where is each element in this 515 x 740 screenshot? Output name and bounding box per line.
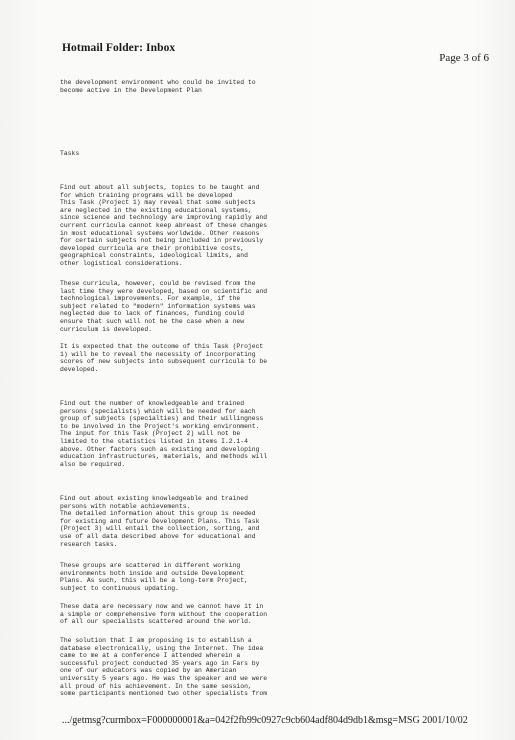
paragraph-project1: Find out about all subjects, topics to be taught and for which training programs will be developed This Task (Project 1) may reveal that some subjects are neglected in the existing educational systems, since science and technology are improving rapidly and current curricula cannot keep abreast of these changes in most educational systems worldwide. Other reasons for certain subjects not being included in previously developed curricula are their prohibitive costs, geographical constraints, ideological limits, and other logistical considerations. (60, 184, 268, 267)
paragraph-outcome: It is expected that the outcome of this Task (Project 1) will be to reveal the necessity of incorporating scores of new subjects into subsequent curricula to be developed. (60, 343, 268, 373)
paragraph-intro: the development environment who could be invited to become active in the Development Plan (60, 79, 256, 94)
paragraph-curricula: These curricula, however, could be revised from the last time they were developed, based on scientific and technological improvements. For example, if the subject related to "modern" information systems was neglected due to lack of finances, funding could ensure that such will not be the case when a new curriculum is developed. (60, 280, 268, 333)
paragraph-project2: Find out the number of knowledgeable and trained persons (specialists) which will be needed for each group of subjects (specialties) and their willingness to be involved in the Project's working environment. The input for this Task (Project 2) will not be limited to the statistics listed in items I.2.1-4 above. Other factors such as existing and developing education infrastructures, materials, and methods will also be required. (60, 400, 268, 468)
paragraph-solution: The solution that I am proposing is to establish a database electronically, using the Internet. The idea came to me at a conference I attended wherein a successful project conducted 35 years ago in Fars by one of our educators was copied by an American university 5 years ago. He was the speaker and we were all proud of his achievement. In the same session, some participants mentioned two other specialists from (60, 637, 268, 698)
page-number: Page 3 of 6 (439, 52, 489, 64)
section-heading-tasks: Tasks (60, 150, 80, 157)
paragraph-project3: Find out about existing knowledgeable and trained persons with notable achievements. The detailed information about this group is needed for existing and future Development Plans. This Task (Project 3) will entail the collection, sorting, and use of all data described above for educational and research tasks. (60, 495, 260, 548)
url-footer: .../getmsg?curmbox=F000000001&a=042f2fb99c0927c9cb604adf804d9db1&msg=MSG 2001/10/02 (62, 715, 468, 726)
paragraph-groups: These groups are scattered in different working environments both inside and outside Development Plans. As such, this will be a long-term Project, subject to continuous updating. (60, 562, 248, 592)
folder-title: Hotmail Folder: Inbox (62, 42, 176, 54)
paragraph-data: These data are necessary now and we cannot have it in a simple or comprehensive form without the cooperation of all our specialists scattered around the world. (60, 603, 268, 626)
